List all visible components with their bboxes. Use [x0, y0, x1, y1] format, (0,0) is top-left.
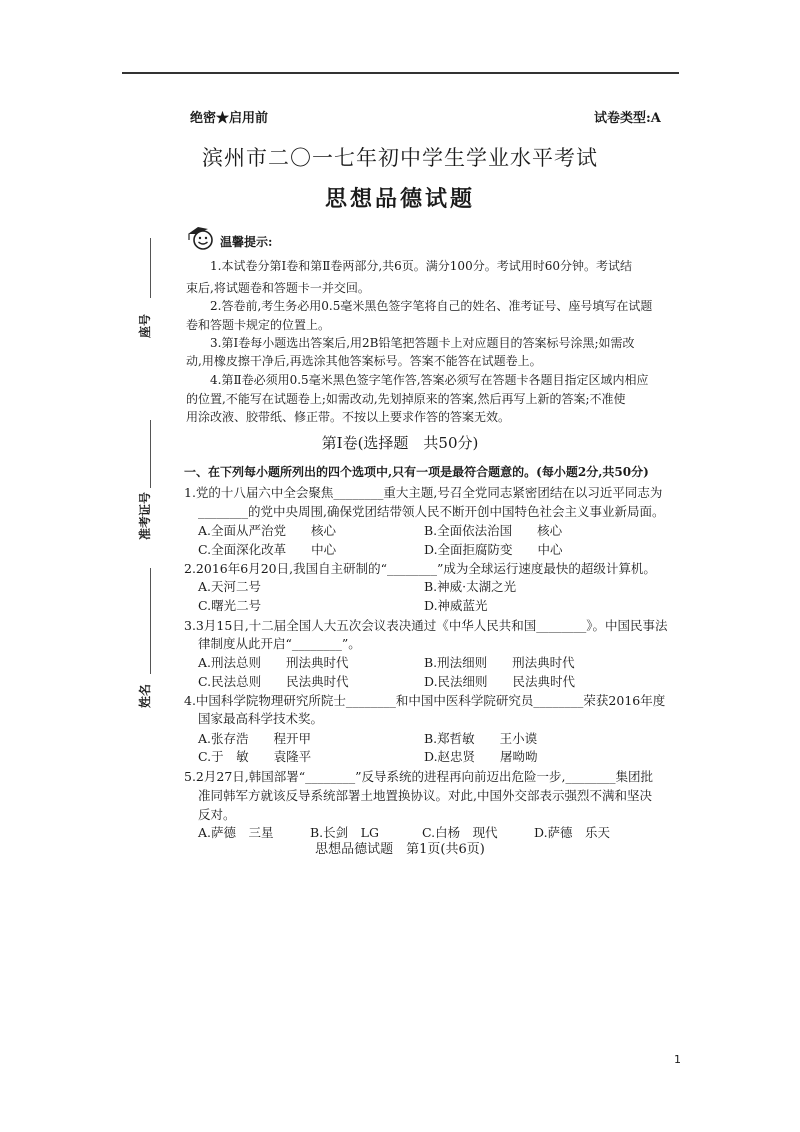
tip-line: 3.第Ⅰ卷每小题选出答案后,用2B铅笔把答题卡上对应题目的答案标号涂黑;如需改 — [210, 336, 635, 350]
question-5-option-d: D.萨德 乐天 — [534, 825, 611, 840]
question-3-option-b: B.刑法细则 刑法典时代 — [424, 655, 575, 670]
question-3-line: 3.3月15日,十二届全国人大五次会议表决通过《中华人民共和国________》。中国民事法 — [184, 618, 668, 633]
question-1-line: ________的党中央周围,确保党团结带领人民不断开创中国特色社会主义事业新局面。 — [198, 504, 665, 519]
question-1-line: 1.党的十八届六中全会聚焦________重大主题,号召全党同志紧密团结在以习近平同志为 — [184, 485, 663, 500]
confidential-label: 绝密★启用前 — [190, 111, 269, 126]
question-5-line: 反对。 — [198, 807, 236, 822]
question-1-option-c: C.全面深化改革 中心 — [198, 542, 337, 557]
page-number: 1 — [674, 1053, 681, 1066]
question-3-line: 律制度从此开启“________”。 — [198, 636, 361, 651]
seat-number-line — [150, 238, 151, 298]
top-rule — [122, 72, 679, 74]
tip-line: 用涂改液、胶带纸、修正带。不按以上要求作答的答案无效。 — [186, 410, 511, 424]
tip-line: 1.本试卷分第Ⅰ卷和第Ⅱ卷两部分,共6页。满分100分。考试用时60分钟。考试结 — [210, 259, 632, 273]
tip-line: 束后,将试题卷和答题卡一并交回。 — [186, 281, 370, 295]
question-2-option-a: A.天河二号 — [198, 579, 262, 594]
smiley-icon — [184, 224, 218, 252]
tips-label: 温馨提示: — [220, 235, 273, 249]
name-label: 姓名 — [138, 683, 152, 708]
question-2-option-c: C.曙光二号 — [198, 598, 262, 613]
name-line — [150, 568, 151, 674]
question-5-option-c: C.白杨 现代 — [422, 825, 498, 840]
question-2-option-d: D.神威蓝光 — [424, 598, 488, 613]
tip-line: 2.答卷前,考生务必用0.5毫米黑色签字笔将自己的姓名、准考证号、座号填写在试题 — [210, 299, 653, 313]
exam-id-label: 准考证号 — [138, 491, 152, 540]
question-5-option-a: A.萨德 三星 — [198, 825, 274, 840]
question-4-option-b: B.郑哲敏 王小谟 — [424, 731, 538, 746]
question-1-option-b: B.全面依法治国 核心 — [424, 523, 563, 538]
question-4-option-a: A.张存浩 程开甲 — [198, 731, 312, 746]
question-4-option-d: D.赵忠贤 屠呦呦 — [424, 749, 538, 764]
question-4-option-c: C.于 敏 袁隆平 — [198, 749, 312, 764]
question-3-option-c: C.民法总则 民法典时代 — [198, 674, 349, 689]
tip-line: 卷和答题卡规定的位置上。 — [186, 318, 331, 332]
exam-title: 滨州市二〇一七年初中学生学业水平考试 — [202, 146, 598, 170]
section-title: 第Ⅰ卷(选择题 共50分) — [321, 434, 479, 452]
question-3-option-a: A.刑法总则 刑法典时代 — [198, 655, 349, 670]
question-1-option-a: A.全面从严治党 核心 — [198, 523, 337, 538]
exam-id-line — [150, 420, 151, 488]
tip-line: 4.第Ⅱ卷必须用0.5毫米黑色签字笔作答,答案必须写在答题卡各题目指定区域内相应 — [210, 373, 649, 387]
question-5-option-b: B.长剑 LG — [310, 825, 379, 840]
paper-type-label: 试卷类型:A — [594, 111, 661, 126]
question-4-line: 国家最高科学技术奖。 — [198, 711, 324, 726]
subject-title: 思想品德试题 — [324, 186, 475, 212]
question-1-option-d: D.全面拒腐防变 中心 — [424, 542, 563, 557]
question-2-line: 2.2016年6月20日,我国自主研制的“________”成为全球运行速度最快的超级计算机。 — [184, 561, 656, 576]
question-5-line: 5.2月27日,韩国部署“________”反导系统的进程再向前迈出危险一步,________集团批 — [184, 769, 654, 784]
section-instruction: 一、在下列每小题所列出的四个选项中,只有一项是最符合题意的。(每小题2分,共50分) — [184, 465, 649, 479]
seat-number-label: 座号 — [138, 313, 152, 338]
question-2-option-b: B.神威·太湖之光 — [424, 579, 517, 594]
question-5-line: 准同韩军方就该反导系统部署土地置换协议。对此,中国外交部表示强烈不满和坚决 — [198, 788, 652, 803]
tip-line: 动,用橡皮擦干净后,再选涂其他答案标号。答案不能答在试题卷上。 — [186, 354, 542, 368]
question-4-line: 4.中国科学院物理研究所院士________和中国中医科学院研究员________荣获2016年度 — [184, 693, 666, 708]
tip-line: 的位置,不能写在试题卷上;如需改动,先划掉原来的答案,然后再写上新的答案;不准使 — [186, 392, 626, 406]
page-footer: 思想品德试题 第1页(共6页) — [315, 842, 485, 857]
question-3-option-d: D.民法细则 民法典时代 — [424, 674, 576, 689]
